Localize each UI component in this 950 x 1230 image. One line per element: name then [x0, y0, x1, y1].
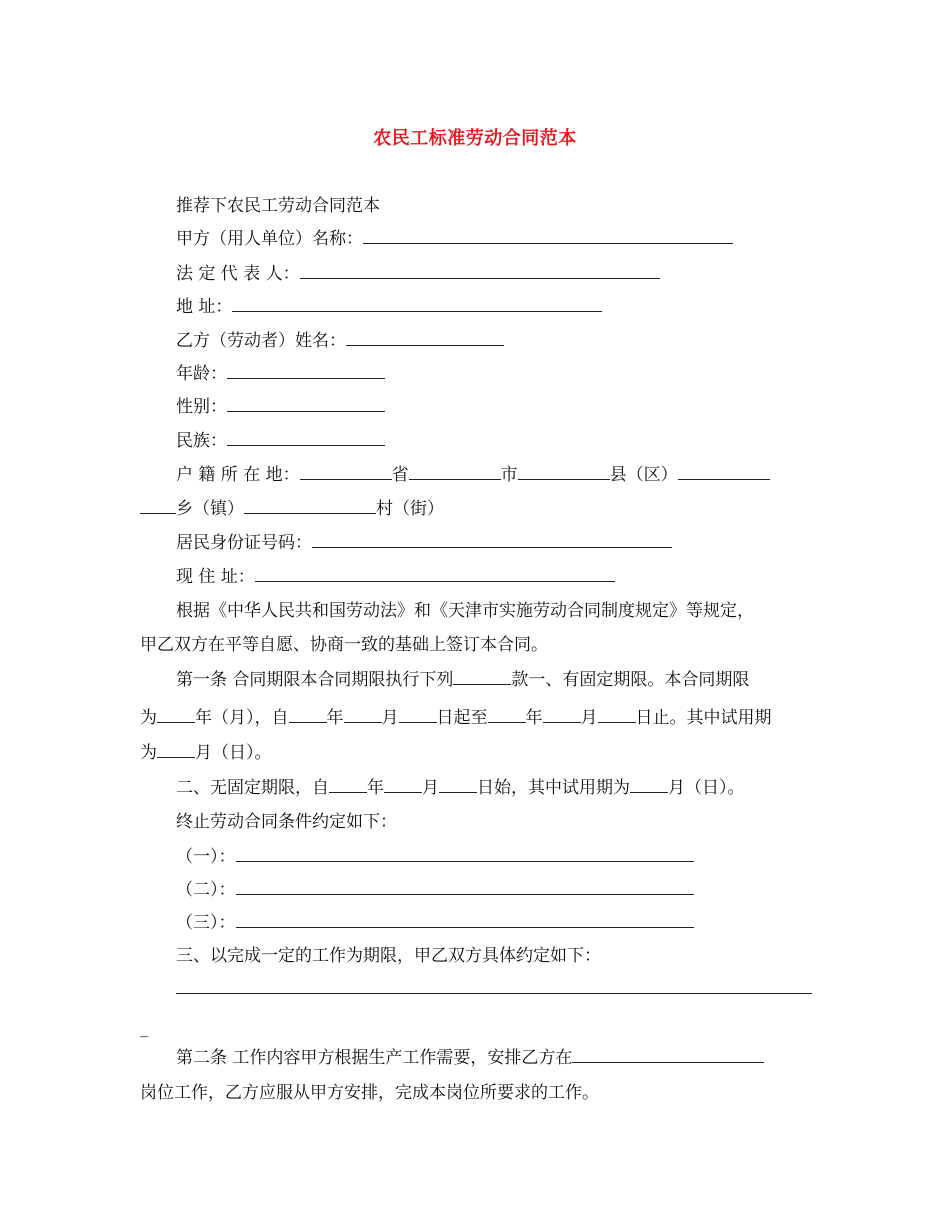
legal-rep-row	[176, 264, 660, 284]
post-blank	[572, 1048, 764, 1063]
basis-text-line1: 根据《中华人民共和国劳动法》和《天津市实施劳动合同制度规定》等规定，	[176, 601, 754, 621]
condition-3-label: （三）：	[176, 913, 236, 933]
item2-year-text: 年	[367, 778, 384, 798]
article1-for-2: 为	[140, 743, 157, 763]
gender-row	[176, 397, 385, 417]
probation-blank	[157, 743, 195, 758]
article1-item2	[176, 778, 745, 798]
item2-month-text: 月	[422, 778, 439, 798]
start-month-text: 月	[381, 708, 399, 728]
age-label: 年龄：	[176, 364, 227, 384]
ethnicity-row	[176, 431, 385, 451]
end-month-text: 月	[580, 708, 598, 728]
article1-for: 为	[140, 708, 157, 728]
township-blank-start	[678, 465, 770, 480]
article1-text-a: 第一条 合同期限本合同期限执行下列	[176, 670, 454, 690]
party-b-name-label: 乙方（劳动者）姓名：	[176, 331, 346, 351]
address-label: 地 址：	[176, 297, 233, 317]
household-row-cont	[140, 499, 444, 519]
condition-3-blank	[236, 913, 694, 928]
legal-rep-blank	[300, 264, 660, 279]
id-row	[176, 533, 672, 553]
village-blank	[244, 499, 376, 514]
start-month-blank	[344, 708, 382, 723]
province-text: 省	[391, 465, 409, 485]
township-text: 乡（镇）	[176, 499, 244, 519]
gender-label: 性别：	[176, 397, 227, 417]
county-blank	[518, 465, 610, 480]
county-text: 县（区）	[609, 465, 678, 485]
item2-text-b: 日始，其中试用期为	[477, 778, 630, 798]
gender-blank	[227, 397, 385, 412]
condition-3-row	[176, 913, 694, 933]
article1-last-tail: 月（日）。	[195, 743, 272, 763]
address-blank	[232, 297, 602, 312]
article2-line2: 岗位工作，乙方应服从甲方安排，完成本岗位所要求的工作。	[140, 1083, 599, 1103]
intro-text: 推荐下农民工劳动合同范本	[176, 196, 380, 216]
start-year-text: 年	[326, 708, 344, 728]
article1-line3	[140, 743, 272, 763]
household-row	[176, 465, 770, 485]
start-year-blank	[289, 708, 327, 723]
id-blank	[312, 533, 672, 548]
current-address-label: 现 住 址：	[176, 567, 255, 587]
age-row	[176, 364, 385, 384]
item2-day-blank	[439, 778, 477, 793]
basis-text-line2: 甲乙双方在平等自愿、协商一致的基础上签订本合同。	[140, 635, 548, 655]
city-text: 市	[500, 465, 518, 485]
article1-line2	[140, 708, 772, 728]
termination-heading: 终止劳动合同条件约定如下：	[176, 812, 397, 832]
household-label: 户 籍 所 在 地：	[176, 465, 300, 485]
item2-month-blank	[384, 778, 422, 793]
article2-line1	[176, 1048, 764, 1068]
article1-text-b: 款一、有固定期限。本合同期限	[511, 670, 750, 690]
article1-item3: 三、以完成一定的工作为期限，甲乙双方具体约定如下：	[176, 946, 601, 966]
legal-rep-label: 法 定 代 表 人：	[176, 264, 300, 284]
address-row	[176, 297, 602, 317]
end-month-blank	[543, 708, 581, 723]
document-title: 农民工标准劳动合同范本	[373, 128, 577, 149]
city-blank	[409, 465, 501, 480]
party-a-name-blank	[363, 229, 733, 244]
article1-clause-blank	[453, 670, 511, 685]
ethnicity-blank	[227, 431, 385, 446]
article1-line1	[176, 670, 749, 690]
item3-dash: _	[140, 1018, 149, 1038]
party-b-name-blank	[346, 331, 504, 346]
ethnicity-label: 民族：	[176, 431, 227, 451]
condition-2-row	[176, 880, 694, 900]
party-a-name-label: 甲方（用人单位）名称：	[176, 229, 363, 249]
condition-1-label: （一）：	[176, 847, 236, 867]
village-text: 村（街）	[376, 499, 444, 519]
id-label: 居民身份证号码：	[176, 533, 312, 553]
condition-2-label: （二）：	[176, 880, 236, 900]
item2-text-c: 月（日）。	[668, 778, 745, 798]
item3-blank-line	[176, 993, 812, 994]
condition-1-blank	[236, 847, 694, 862]
current-address-blank	[255, 567, 615, 582]
condition-2-blank	[236, 880, 694, 895]
item2-probation-blank	[630, 778, 668, 793]
article1-day-from: 日起至	[436, 708, 488, 728]
period-blank	[157, 708, 195, 723]
township-blank-end	[140, 499, 176, 514]
end-year-blank	[488, 708, 526, 723]
province-blank	[300, 465, 392, 480]
party-b-name-row	[176, 331, 504, 351]
party-a-name-row	[176, 229, 733, 249]
condition-1-row	[176, 847, 694, 867]
article1-day-end: 日止。其中试用期	[635, 708, 772, 728]
age-blank	[227, 364, 385, 379]
end-day-blank	[598, 708, 636, 723]
article2-text-a: 第二条 工作内容甲方根据生产工作需要，安排乙方在	[176, 1048, 573, 1068]
end-year-text: 年	[525, 708, 543, 728]
item2-year-blank	[329, 778, 367, 793]
item2-text-a: 二、无固定期限，自	[176, 778, 329, 798]
article1-year-month: 年（月），自	[195, 708, 289, 728]
start-day-blank	[399, 708, 437, 723]
current-address-row	[176, 567, 615, 587]
